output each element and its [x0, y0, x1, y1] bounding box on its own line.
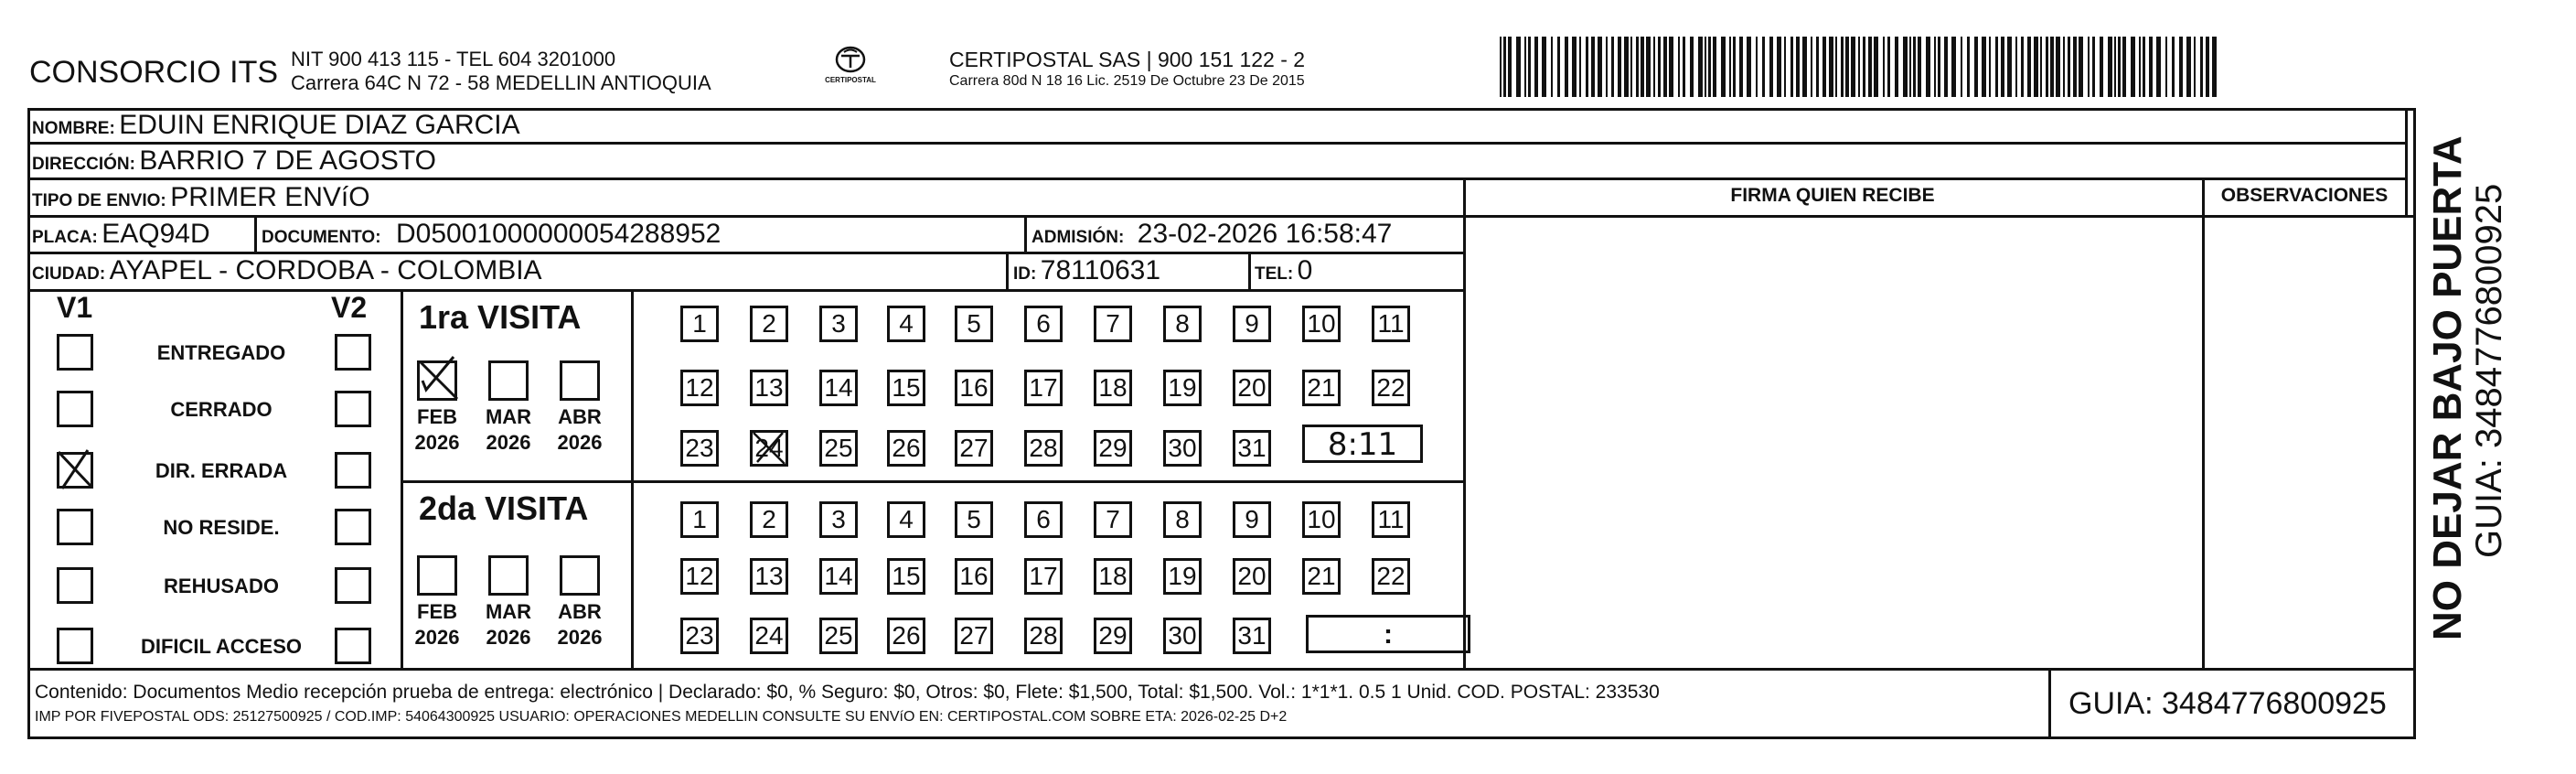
- plate-value: EAQ94D: [102, 219, 210, 249]
- visit2-time: :: [1384, 619, 1393, 650]
- v2-label: V2: [331, 291, 368, 324]
- visit1-day-cell[interactable]: 9: [1233, 306, 1271, 342]
- v1-label: V1: [57, 291, 93, 324]
- visit1-month-label: [481, 404, 536, 456]
- status-label: ENTREGADO: [156, 341, 286, 364]
- visit2-day-cell[interactable]: 17: [1024, 558, 1063, 595]
- visit1-day-cell[interactable]: 21: [1302, 370, 1341, 406]
- visit2-day-cell[interactable]: 2: [750, 501, 788, 538]
- visit1-day-cell[interactable]: 20: [1233, 370, 1271, 406]
- visit2-day-cell[interactable]: 10: [1302, 501, 1341, 538]
- city-row: [32, 255, 542, 286]
- v1-checkbox[interactable]: [57, 628, 93, 664]
- visit2-day-cell[interactable]: 25: [819, 618, 858, 654]
- certipostal-logo-icon: [830, 44, 871, 75]
- visit1-day-cell[interactable]: 26: [887, 430, 925, 467]
- visit2-month-checkbox[interactable]: [417, 555, 457, 596]
- footer-line2: IMP POR FIVEPOSTAL ODS: 25127500925 / COD.IMP: 54064300925 USUARIO: OPERACIONES MEDELLIN CONSULTE SU ENVíO EN: CERTIPOSTAL.COM SOBRE ETA: 2026-02-25 D+2: [35, 709, 1288, 725]
- v2-checkbox[interactable]: [335, 628, 371, 664]
- check-mark-icon: [51, 445, 99, 492]
- visit1-month-checkbox[interactable]: [560, 360, 600, 401]
- visit2-day-cell[interactable]: 1: [680, 501, 719, 538]
- visit1-title: 1ra VISITA: [419, 298, 582, 336]
- plate-label: PLACA:: [32, 228, 98, 247]
- visit2-day-cell[interactable]: 29: [1094, 618, 1132, 654]
- name-label: NOMBRE:: [32, 119, 115, 138]
- visit2-day-cell[interactable]: 8: [1163, 501, 1202, 538]
- name-row: [32, 110, 520, 141]
- visit2-day-cell[interactable]: 18: [1094, 558, 1132, 595]
- visit1-day-cell[interactable]: 27: [955, 430, 993, 467]
- address-row: [32, 145, 436, 177]
- header-company-line2: Carrera 64C N 72 - 58 MEDELLIN ANTIOQUIA: [291, 71, 711, 94]
- visit2-day-cell[interactable]: 21: [1302, 558, 1341, 595]
- visit1-day-cell[interactable]: 17: [1024, 370, 1063, 406]
- v1-checkbox[interactable]: [57, 509, 93, 545]
- visit1-day-cell[interactable]: 18: [1094, 370, 1132, 406]
- id-label: ID:: [1013, 264, 1037, 284]
- month-name: ABR: [558, 405, 602, 428]
- visit1-day-cell[interactable]: 4: [887, 306, 925, 342]
- visit2-month-checkbox[interactable]: [488, 555, 529, 596]
- visit2-day-cell[interactable]: 24: [750, 618, 788, 654]
- tel-value: 0: [1297, 255, 1313, 285]
- visit2-day-cell[interactable]: 20: [1233, 558, 1271, 595]
- city-label: CIUDAD:: [32, 264, 106, 284]
- visit1-day-cell[interactable]: 29: [1094, 430, 1132, 467]
- observations-header: OBSERVACIONES: [2220, 185, 2389, 206]
- visit1-day-cell[interactable]: 5: [955, 306, 993, 342]
- shipment-type-value: PRIMER ENVíO: [170, 182, 370, 212]
- admission-value: 23-02-2026 16:58:47: [1137, 219, 1393, 249]
- month-name: FEB: [417, 600, 457, 623]
- status-label: DIFICIL ACCESO: [140, 635, 302, 658]
- visit1-day-cell[interactable]: 14: [819, 370, 858, 406]
- visit2-month-label: [410, 599, 465, 650]
- visit2-day-cell[interactable]: 26: [887, 618, 925, 654]
- admission-row: [1031, 219, 1392, 250]
- visit2-day-cell[interactable]: 9: [1233, 501, 1271, 538]
- tel-label: TEL:: [1255, 264, 1294, 284]
- visit1-day-cell[interactable]: 2: [750, 306, 788, 342]
- visit1-day-cell[interactable]: 30: [1163, 430, 1202, 467]
- city-value: AYAPEL - CORDOBA - COLOMBIA: [109, 255, 542, 285]
- visit1-day-cell[interactable]: 28: [1024, 430, 1063, 467]
- side-guide: GUIA: 3484776800925: [2469, 183, 2509, 558]
- visit1-month-label: [410, 404, 465, 456]
- visit2-month-label: [552, 599, 607, 650]
- month-name: FEB: [417, 405, 457, 428]
- tel-row: [1255, 255, 1312, 286]
- header-company-line1: NIT 900 413 115 - TEL 604 3201000: [291, 48, 616, 70]
- address-value: BARRIO 7 DE AGOSTO: [139, 145, 436, 176]
- visit2-day-cell[interactable]: 14: [819, 558, 858, 595]
- address-label: DIRECCIÓN:: [32, 155, 135, 174]
- month-year: 2026: [557, 626, 603, 649]
- carrier-line2: Carrera 80d N 18 16 Lic. 2519 De Octubre 23 De 2015: [949, 73, 1305, 89]
- certipostal-logo: [823, 44, 878, 99]
- visit2-day-cell[interactable]: 27: [955, 618, 993, 654]
- status-label: REHUSADO: [164, 575, 279, 597]
- visit1-month-label: [552, 404, 607, 456]
- visit1-day-cell[interactable]: 25: [819, 430, 858, 467]
- check-mark-icon: [413, 353, 465, 404]
- v2-checkbox[interactable]: [335, 452, 371, 489]
- visit1-day-cell[interactable]: 15: [887, 370, 925, 406]
- visit1-day-cell[interactable]: 10: [1302, 306, 1341, 342]
- check-mark-icon: [748, 427, 790, 469]
- admission-label: ADMISIÓN:: [1031, 228, 1125, 247]
- shipment-type-row: [32, 182, 370, 213]
- visit2-time-box[interactable]: [1306, 615, 1470, 653]
- visit2-day-cell[interactable]: 13: [750, 558, 788, 595]
- name-value: EDUIN ENRIQUE DIAZ GARCIA: [119, 110, 520, 140]
- visit1-day-cell[interactable]: 16: [955, 370, 993, 406]
- visit2-day-cell[interactable]: 22: [1372, 558, 1410, 595]
- barcode: [1500, 37, 2222, 97]
- visit2-day-cell[interactable]: 23: [680, 618, 719, 654]
- status-label: NO RESIDE.: [163, 516, 280, 539]
- visit1-day-cell[interactable]: 1: [680, 306, 719, 342]
- month-year: 2026: [486, 431, 531, 454]
- signature-header: FIRMA QUIEN RECIBE: [1730, 185, 1935, 206]
- visit2-day-cell[interactable]: 6: [1024, 501, 1063, 538]
- month-name: ABR: [558, 600, 602, 623]
- v1-checkbox[interactable]: [57, 334, 93, 371]
- id-row: [1013, 255, 1160, 286]
- v2-checkbox[interactable]: [335, 391, 371, 427]
- month-year: 2026: [486, 626, 531, 649]
- v2-checkbox[interactable]: [335, 509, 371, 545]
- visit1-day-cell[interactable]: 12: [680, 370, 719, 406]
- shipment-type-label: TIPO DE ENVIO:: [32, 191, 166, 210]
- month-name: MAR: [485, 600, 532, 623]
- logo-text: CERTIPOSTAL: [825, 76, 876, 84]
- visit1-day-cell[interactable]: 13: [750, 370, 788, 406]
- visit2-day-cell[interactable]: 5: [955, 501, 993, 538]
- month-name: MAR: [485, 405, 532, 428]
- month-year: 2026: [557, 431, 603, 454]
- visit2-day-cell[interactable]: 31: [1233, 618, 1271, 654]
- visit2-day-cell[interactable]: 19: [1163, 558, 1202, 595]
- side-instruction: NO DEJAR BAJO PUERTA: [2425, 135, 2470, 640]
- document-value: D05001000000054288952: [396, 219, 721, 249]
- visit1-day-cell[interactable]: 31: [1233, 430, 1271, 467]
- carrier-line1: CERTIPOSTAL SAS | 900 151 122 - 2: [949, 48, 1306, 71]
- visit2-month-checkbox[interactable]: [560, 555, 600, 596]
- visit1-time: 8:11: [1327, 426, 1398, 463]
- visit1-day-cell[interactable]: 7: [1094, 306, 1132, 342]
- month-year: 2026: [414, 626, 460, 649]
- visit1-month-checkbox[interactable]: [488, 360, 529, 401]
- visit2-title: 2da VISITA: [419, 489, 589, 527]
- v1-checkbox[interactable]: [57, 391, 93, 427]
- document-row: [262, 219, 721, 250]
- plate-row: [32, 219, 210, 250]
- visit1-day-cell[interactable]: 24: [750, 430, 788, 467]
- status-label: CERRADO: [170, 398, 273, 421]
- visit1-day-cell[interactable]: 8: [1163, 306, 1202, 342]
- month-year: 2026: [414, 431, 460, 454]
- visit1-day-cell[interactable]: 3: [819, 306, 858, 342]
- visit2-day-cell[interactable]: 3: [819, 501, 858, 538]
- visit2-day-cell[interactable]: 12: [680, 558, 719, 595]
- visit1-day-cell[interactable]: 22: [1372, 370, 1410, 406]
- visit2-day-cell[interactable]: 7: [1094, 501, 1132, 538]
- visit2-day-cell[interactable]: 4: [887, 501, 925, 538]
- visit2-month-label: [481, 599, 536, 650]
- visit2-day-cell[interactable]: 30: [1163, 618, 1202, 654]
- v1-checkbox[interactable]: [57, 567, 93, 604]
- status-label: DIR. ERRADA: [155, 459, 288, 482]
- header-company: CONSORCIO ITS: [29, 55, 279, 90]
- footer-line1: Contenido: Documentos Medio recepción prueba de entrega: electrónico | Declarado: $0, % Seguro: $0, Otros: $0, Flete: $1,500, Total: $1,500. Vol.: 1*1*1. 0.5 1 Unid. COD. POSTAL: 233530: [35, 682, 1660, 703]
- visit2-day-cell[interactable]: 11: [1372, 501, 1410, 538]
- v2-checkbox[interactable]: [335, 334, 371, 371]
- visit1-day-cell[interactable]: 19: [1163, 370, 1202, 406]
- visit1-day-cell[interactable]: 11: [1372, 306, 1410, 342]
- visit1-day-cell[interactable]: 23: [680, 430, 719, 467]
- footer-guide: GUIA: 3484776800925: [2068, 686, 2387, 721]
- visit2-day-cell[interactable]: 16: [955, 558, 993, 595]
- visit1-time-box[interactable]: [1302, 425, 1423, 463]
- visit1-day-cell[interactable]: 6: [1024, 306, 1063, 342]
- visit2-day-cell[interactable]: 15: [887, 558, 925, 595]
- v2-checkbox[interactable]: [335, 567, 371, 604]
- id-value: 78110631: [1040, 255, 1161, 285]
- document-label: DOCUMENTO:: [262, 228, 381, 247]
- visit2-day-cell[interactable]: 28: [1024, 618, 1063, 654]
